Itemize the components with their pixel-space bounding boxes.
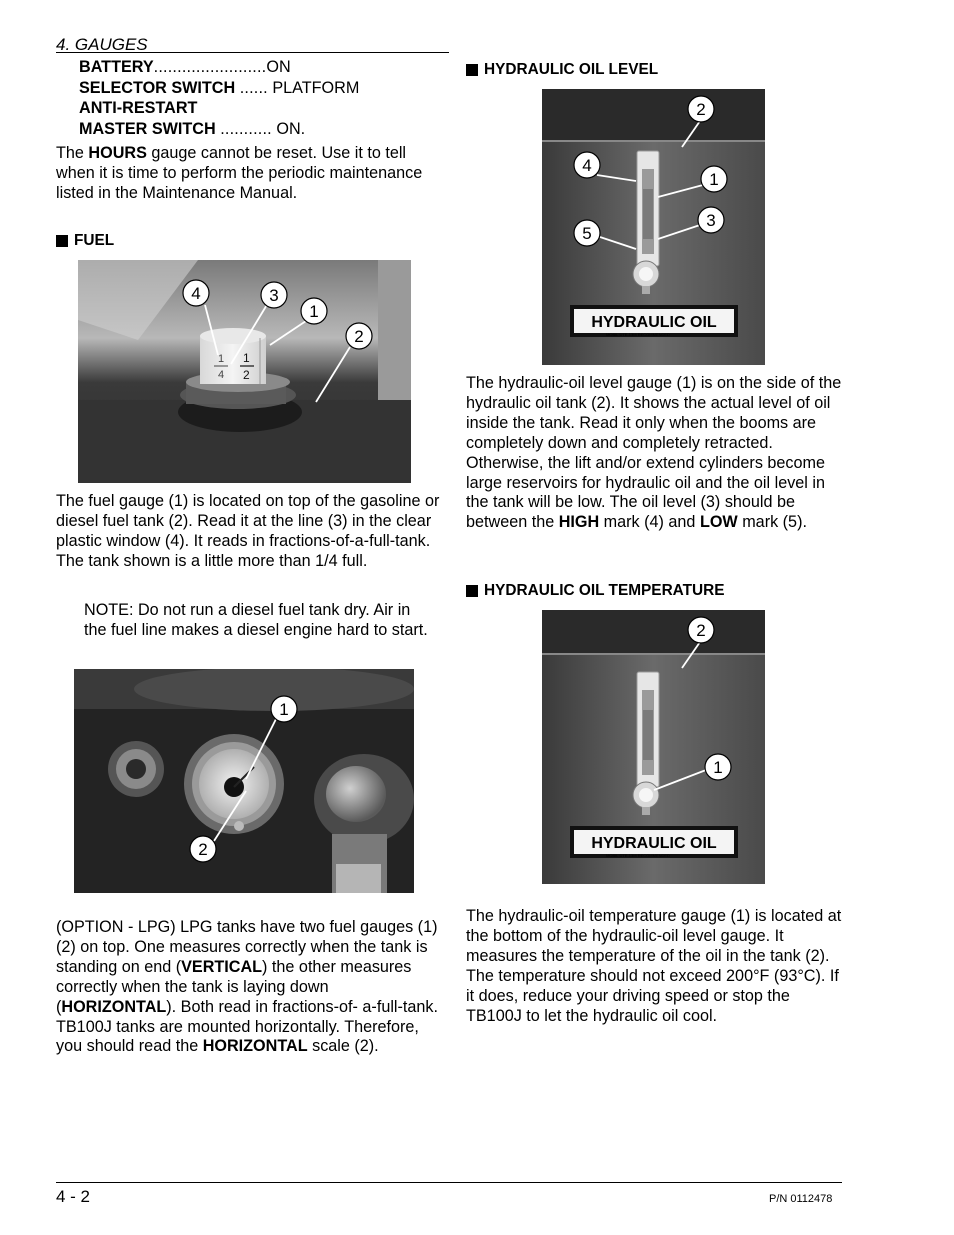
callout-2 [688, 617, 714, 643]
settings-list [79, 57, 439, 139]
svg-text:1: 1 [279, 700, 289, 719]
fuel-gauge-mark: 1 [243, 351, 250, 365]
setting-value: PLATFORM [272, 78, 360, 97]
bullet-square-icon [466, 585, 478, 597]
hyd-temp-sign-small: MOBIL DTE-13M RECOMMENDED [606, 853, 670, 858]
callout-1 [701, 166, 727, 192]
callout-1 [271, 696, 297, 722]
fuel-heading [56, 231, 114, 251]
fuel-gauge-mark: 4 [218, 369, 225, 381]
fuel-paragraph: The fuel gauge (1) is located on top of the gasoline or diesel fuel tank (2). Read it at the line (3) in the clear plastic window (4). It reads in fractions-of-a-full-tank. The tank shown is a little more than 1/4 full. [56, 492, 440, 570]
callout-4 [183, 280, 209, 306]
svg-text:2: 2 [696, 100, 706, 119]
lpg-paragraph [56, 918, 441, 1057]
setting-label: SELECTOR SWITCH [79, 78, 236, 97]
text-run: ) the other measures correctly when the tank is laying down ( [56, 957, 412, 1016]
hyd-temp-photo [542, 610, 765, 884]
fuel-gauge-mark: 1 [218, 353, 225, 365]
part-number: P/N 0112478 [769, 1193, 833, 1205]
setting-value: ON. [276, 119, 306, 138]
fuel-heading-text: FUEL [74, 232, 115, 249]
setting-row [79, 98, 439, 119]
fuel-note: NOTE: Do not run a diesel fuel tank dry. Air in the fuel line makes a diesel engine hard to start. [84, 601, 428, 639]
callout-3 [261, 282, 287, 308]
hyd-level-photo [542, 89, 765, 365]
setting-label: BATTERY [79, 58, 154, 76]
svg-text:3: 3 [269, 286, 279, 305]
svg-text:2: 2 [198, 840, 208, 859]
hyd-temp-sign-text: HYDRAULIC OIL [591, 835, 717, 852]
fuel-gauge-mark: 2 [243, 368, 250, 382]
text-run: The hydraulic-oil level gauge (1) is on the side of the hydraulic oil tank (2). It shows the actual level of oil inside the tank. Read it only when the booms are completely down and completely retracted. Otherwise, the lift and/or extend cylinders become large reservoirs for hydraulic oil and the oil level in the tank will be low. The oil level (3) should be between the [466, 374, 842, 532]
svg-text:3: 3 [706, 211, 716, 230]
text-run-bold: HORIZONTAL [202, 1037, 308, 1056]
setting-value: ON [266, 58, 291, 76]
text-run: mark (5). [737, 513, 807, 532]
svg-text:1: 1 [713, 758, 723, 777]
svg-text:4: 4 [582, 156, 592, 175]
text-run: scale (2). [307, 1037, 379, 1056]
hyd-level-heading [466, 60, 658, 80]
hyd-level-heading-text: HYDRAULIC OIL LEVEL [484, 61, 659, 78]
callout-3 [698, 207, 724, 233]
hyd-level-sign-small: MOBIL DTE-13M RECOMMENDED [606, 332, 670, 337]
bullet-square-icon [466, 64, 478, 76]
svg-text:1: 1 [709, 170, 719, 189]
text-run: ). Both read in fractions-of- a-full-tank. TB100J tanks are mounted horizontally. Therefore, you should read the [56, 997, 438, 1056]
setting-dots: ...... [239, 78, 268, 97]
callout-2 [688, 96, 714, 122]
lpg-gauges-photo [74, 669, 414, 893]
setting-row [79, 57, 439, 78]
callout-1 [301, 298, 327, 324]
setting-dots: ........................ [153, 58, 267, 76]
callout-2 [346, 323, 372, 349]
header-rule [56, 52, 449, 53]
callout-5 [574, 220, 600, 246]
section-header: 4. GAUGES [56, 35, 148, 54]
callout-2 [190, 836, 216, 862]
text-run: gauge cannot be reset. Use it to tell when it is time to perform the periodic maintenance listed in the Maintenance Manual. [56, 144, 423, 202]
hours-paragraph [56, 144, 441, 204]
text-run-bold: HORIZONTAL [61, 997, 167, 1016]
hyd-temp-paragraph: The hydraulic-oil temperature gauge (1) is located at the bottom of the hydraulic-oil level gauge. It measures the temperature of the oil in the tank (2). The temperature should not exceed 200°F (93°C). If it does, reduce your driving speed or stop the TB100J to let the hydraulic oil cool. [466, 907, 842, 1025]
callout-4 [574, 152, 600, 178]
hyd-level-paragraph [466, 374, 846, 533]
text-run: mark (4) and [599, 513, 700, 532]
text-run-bold: VERTICAL [181, 957, 263, 976]
setting-label: MASTER SWITCH [79, 119, 216, 138]
bullet-square-icon [56, 235, 68, 247]
svg-text:4: 4 [191, 284, 201, 303]
hyd-temp-heading-text: HYDRAULIC OIL TEMPERATURE [484, 582, 725, 599]
hyd-temp-heading [466, 581, 725, 601]
text-run-bold: HIGH [558, 513, 600, 532]
callout-1 [705, 754, 731, 780]
text-run-bold: LOW [699, 513, 738, 532]
text-run: The [56, 144, 89, 162]
svg-text:2: 2 [354, 327, 364, 346]
footer-rule [56, 1182, 842, 1183]
setting-dots: ........... [220, 119, 272, 138]
svg-text:2: 2 [696, 621, 706, 640]
setting-label: ANTI-RESTART [79, 99, 198, 117]
setting-row [79, 78, 439, 99]
svg-text:5: 5 [582, 224, 592, 243]
hyd-level-sign-text: HYDRAULIC OIL [591, 314, 717, 331]
page-number: 4 - 2 [56, 1187, 91, 1206]
text-run: (OPTION - LPG) LPG tanks have two fuel gauges (1) (2) on top. One measures correctly when the tank is standing on end ( [56, 918, 438, 976]
text-run-bold: HOURS [88, 144, 147, 162]
svg-text:1: 1 [309, 302, 319, 321]
setting-row [79, 119, 439, 140]
fuel-gauge-photo [78, 260, 411, 483]
